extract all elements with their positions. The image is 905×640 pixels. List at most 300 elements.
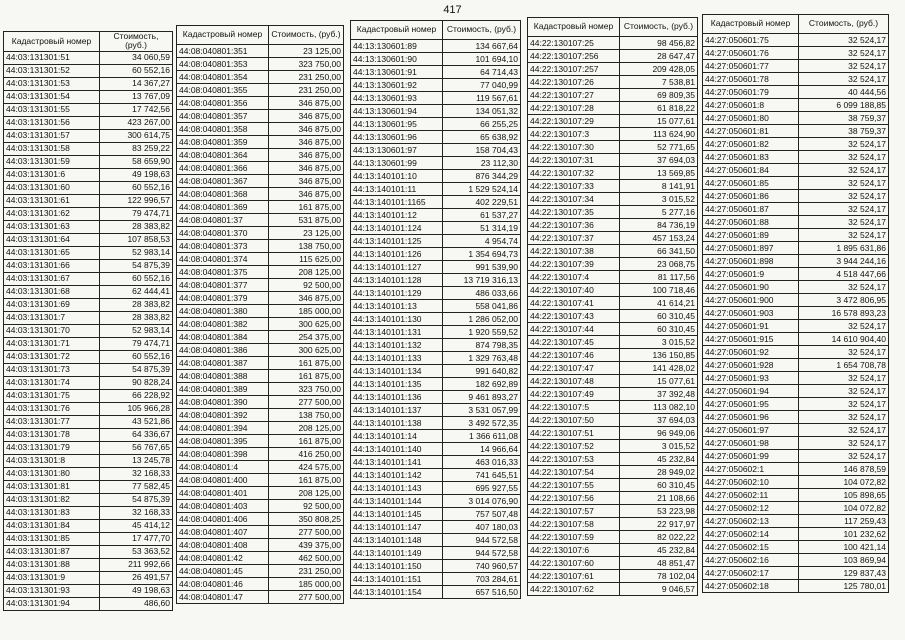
cadastral-number: 44:27:050601:900 [703,294,799,307]
table-row [351,235,521,248]
cost-value: 32 168,33 [100,467,173,480]
table-row [528,570,698,583]
cost-value: 107 858,53 [100,233,173,246]
cadastral-number: 44:13:140101:132 [351,339,443,352]
cadastral-number: 44:13:140101:11 [351,183,443,196]
table-row [528,76,698,89]
table-row [351,326,521,339]
table-row [351,365,521,378]
table-row [4,155,173,168]
cost-value: 1 895 631,86 [799,242,889,255]
cadastral-number: 44:27:050602:11 [703,489,799,502]
cadastral-number: 44:27:050601:93 [703,372,799,385]
cadastral-number: 44:03:131301:69 [4,298,100,311]
cost-value: 32 524,17 [799,203,889,216]
cost-value: 32 524,17 [799,385,889,398]
cost-value: 300 625,00 [269,318,344,331]
cadastral-number: 44:13:130601:95 [351,118,443,131]
table-row [351,92,521,105]
cadastral-number: 44:22:130107:60 [528,557,620,570]
cadastral-number: 44:27:050602:16 [703,554,799,567]
cost-value: 66 228,92 [100,389,173,402]
cadastral-number: 44:13:130601:93 [351,92,443,105]
cadastral-number: 44:27:050602:14 [703,528,799,541]
table-row [703,60,889,73]
table-row [4,389,173,402]
table-row [528,297,698,310]
cost-value: 23 125,00 [269,45,344,58]
cadastral-number: 44:13:140101:141 [351,456,443,469]
cost-value: 96 949,06 [620,427,698,440]
cost-value: 6 099 188,85 [799,99,889,112]
table-row [177,58,344,71]
cost-value: 231 250,00 [269,71,344,84]
cost-value: 104 072,82 [799,502,889,515]
cadastral-number: 44:08:040801:355 [177,84,269,97]
cadastral-number: 44:08:040801:403 [177,500,269,513]
cost-value: 32 524,17 [799,450,889,463]
cadastral-number: 44:03:131301:82 [4,493,100,506]
cost-value: 58 659,90 [100,155,173,168]
cost-value: 113 082,10 [620,401,698,414]
cadastral-number: 44:22:130107:52 [528,440,620,453]
table-row [528,531,698,544]
cost-value: 49 198,63 [100,168,173,181]
cadastral-number: 44:22:130107:5 [528,401,620,414]
cost-value: 3 014 076,90 [443,495,521,508]
cost-value: 208 125,00 [269,266,344,279]
cadastral-number: 44:22:130107:62 [528,583,620,596]
cost-value: 60 552,16 [100,64,173,77]
table-row [703,229,889,242]
table-row [4,493,173,506]
cost-value: 14 367,27 [100,77,173,90]
table-row [703,151,889,164]
cost-value: 100 718,46 [620,284,698,297]
table-row [351,183,521,196]
cost-value: 65 638,92 [443,131,521,144]
table-row [703,112,889,125]
cadastral-number: 44:27:050602:15 [703,541,799,554]
table-row [4,272,173,285]
cadastral-number: 44:08:040801:388 [177,370,269,383]
cadastral-number: 44:03:131301:74 [4,376,100,389]
table-row [177,71,344,84]
table-row [4,103,173,116]
cadastral-number: 44:22:130107:49 [528,388,620,401]
cost-value: 277 500,00 [269,591,344,604]
cost-value: 13 767,09 [100,90,173,103]
table-row [177,175,344,188]
table-row [351,456,521,469]
cadastral-number: 44:08:040801:368 [177,188,269,201]
table-row [703,346,889,359]
cost-value: 161 875,00 [269,370,344,383]
table-row [528,193,698,206]
table-row [528,492,698,505]
cadastral-number: 44:22:130107:47 [528,362,620,375]
cadastral-number: 44:03:131301:68 [4,285,100,298]
cost-value: 5 277,16 [620,206,698,219]
table-row [4,545,173,558]
cost-value: 125 780,01 [799,580,889,593]
cost-value: 3 531 057,99 [443,404,521,417]
table-row [4,194,173,207]
cadastral-number: 44:08:040801:389 [177,383,269,396]
table-row [177,435,344,448]
table-row [703,203,889,216]
cost-value: 51 314,19 [443,222,521,235]
table-row [351,118,521,131]
cost-value: 103 869,94 [799,554,889,567]
cost-value: 3 015,52 [620,440,698,453]
table-row [703,476,889,489]
cadastral-number: 44:03:131301:72 [4,350,100,363]
cadastral-number: 44:13:140101:147 [351,521,443,534]
table-row [177,305,344,318]
cadastral-number: 44:27:050601:96 [703,411,799,424]
table-row [528,401,698,414]
table-row [177,448,344,461]
cost-value: 32 524,17 [799,164,889,177]
cost-value: 54 875,39 [100,259,173,272]
cost-value: 423 267,00 [100,116,173,129]
cadastral-number: 44:13:140101:130 [351,313,443,326]
cost-value: 350 808,25 [269,513,344,526]
cadastral-number: 44:13:130601:92 [351,79,443,92]
cost-value: 32 524,17 [799,229,889,242]
cadastral-number: 44:22:130107:32 [528,167,620,180]
cost-value: 3 492 572,35 [443,417,521,430]
cost-value: 134 667,64 [443,40,521,53]
table-row [351,495,521,508]
cost-value: 77 040,99 [443,79,521,92]
cost-value: 8 141,91 [620,180,698,193]
cost-value: 457 153,24 [620,232,698,245]
table-row [703,541,889,554]
table-row [528,336,698,349]
table-row [528,50,698,63]
cadastral-number: 44:03:131301:52 [4,64,100,77]
cost-value: 78 102,04 [620,570,698,583]
cadastral-number: 44:03:131301:62 [4,207,100,220]
table-row [4,467,173,480]
table-row [177,409,344,422]
cadastral-number: 44:03:131301:64 [4,233,100,246]
table-row [528,245,698,258]
cadastral-number: 44:13:140101:140 [351,443,443,456]
cadastral-number: 44:08:040801:401 [177,487,269,500]
cost-value: 424 575,00 [269,461,344,474]
table-row [177,188,344,201]
cadastral-number: 44:22:130107:33 [528,180,620,193]
cadastral-table-2 [176,25,344,604]
table-row [703,320,889,333]
header-cadastral: Кадастровый номер [4,32,100,52]
cadastral-number: 44:03:131301:76 [4,402,100,415]
table-row [703,580,889,593]
header-cadastral: Кадастровый номер [703,15,799,34]
table-row [528,102,698,115]
table-row [4,454,173,467]
cost-value: 52 983,14 [100,246,173,259]
cost-value: 695 927,55 [443,482,521,495]
cost-value: 101 694,10 [443,53,521,66]
table-row [703,281,889,294]
table-row [703,294,889,307]
cost-value: 66 255,25 [443,118,521,131]
cadastral-number: 44:08:040801:379 [177,292,269,305]
cadastral-number: 44:13:140101:1165 [351,196,443,209]
cost-value: 1 354 694,73 [443,248,521,261]
cadastral-number: 44:22:130107:3 [528,128,620,141]
table-row [4,363,173,376]
cadastral-table-5 [702,14,889,593]
cost-value: 657 516,50 [443,586,521,599]
cost-value: 208 125,00 [269,487,344,500]
cost-value: 37 694,03 [620,154,698,167]
table-row [703,515,889,528]
table-row [703,125,889,138]
page-number: 417 [443,4,462,16]
cost-value: 185 000,00 [269,578,344,591]
cadastral-number: 44:27:050601:86 [703,190,799,203]
table-row [351,300,521,313]
table-row [703,34,889,47]
table-row [4,337,173,350]
cost-value: 92 500,00 [269,500,344,513]
cost-value: 346 875,00 [269,162,344,175]
table-row [703,424,889,437]
table-row [4,90,173,103]
cost-value: 105 966,28 [100,402,173,415]
table-row [703,463,889,476]
cadastral-number: 44:03:131301:65 [4,246,100,259]
table-row [351,248,521,261]
cadastral-number: 44:03:131301:6 [4,168,100,181]
cadastral-number: 44:27:050601:903 [703,307,799,320]
cadastral-table-1 [3,31,173,611]
table-row [4,285,173,298]
cadastral-number: 44:13:140101:145 [351,508,443,521]
table-row [4,311,173,324]
cost-value: 991 640,82 [443,365,521,378]
table-row [703,333,889,346]
cadastral-number: 44:08:040801:374 [177,253,269,266]
cost-value: 1 329 763,48 [443,352,521,365]
table-row [351,209,521,222]
cost-value: 22 917,97 [620,518,698,531]
cost-value: 105 898,65 [799,489,889,502]
cost-value: 38 759,37 [799,112,889,125]
table-row [528,219,698,232]
cadastral-number: 44:22:130107:6 [528,544,620,557]
cadastral-number: 44:22:130107:37 [528,232,620,245]
table-row [4,519,173,532]
table-row [528,388,698,401]
cadastral-number: 44:13:140101:124 [351,222,443,235]
cost-value: 119 567,61 [443,92,521,105]
table-row [4,571,173,584]
cost-value: 323 750,00 [269,58,344,71]
cadastral-number: 44:13:140101:133 [351,352,443,365]
cost-value: 13 719 316,13 [443,274,521,287]
cadastral-number: 44:03:131301:75 [4,389,100,402]
table-row [177,45,344,58]
cadastral-number: 44:22:130107:36 [528,219,620,232]
cadastral-number: 44:27:050601:87 [703,203,799,216]
cadastral-number: 44:03:131301:57 [4,129,100,142]
cost-value: 60 552,16 [100,181,173,194]
header-cost: Стоимость, (руб.) [620,18,698,37]
cost-value: 32 524,17 [799,411,889,424]
table-row [4,77,173,90]
table-row [528,284,698,297]
cadastral-number: 44:27:050601:99 [703,450,799,463]
table-row [177,84,344,97]
cadastral-number: 44:22:130107:29 [528,115,620,128]
cadastral-number: 44:03:131301:63 [4,220,100,233]
cost-value: 66 341,50 [620,245,698,258]
table-row [351,417,521,430]
table-row [4,441,173,454]
table-row [4,51,173,64]
cost-value: 61 818,22 [620,102,698,115]
table-row [528,167,698,180]
cadastral-number: 44:22:130107:43 [528,310,620,323]
table-row [177,227,344,240]
header-cost: Стоимость, (руб.) [799,15,889,34]
cadastral-number: 44:08:040801:408 [177,539,269,552]
cost-value: 32 524,17 [799,34,889,47]
cadastral-number: 44:13:140101:128 [351,274,443,287]
cost-value: 7 538,81 [620,76,698,89]
cost-value: 60 552,16 [100,350,173,363]
cost-value: 463 016,33 [443,456,521,469]
table-row [528,375,698,388]
table-row [528,427,698,440]
table-row [528,557,698,570]
table-row [4,207,173,220]
table-row [351,430,521,443]
table-row [4,558,173,571]
cadastral-number: 44:08:040801:364 [177,149,269,162]
cost-value: 211 992,66 [100,558,173,571]
cost-value: 100 421,14 [799,541,889,554]
cost-value: 60 310,45 [620,323,698,336]
cadastral-number: 44:03:131301:88 [4,558,100,571]
cadastral-number: 44:03:131301:51 [4,51,100,64]
cadastral-number: 44:13:130601:91 [351,66,443,79]
cadastral-number: 44:08:040801:354 [177,71,269,84]
cadastral-number: 44:22:130107:257 [528,63,620,76]
cost-value: 28 383,82 [100,220,173,233]
cadastral-number: 44:03:131301:83 [4,506,100,519]
cadastral-number: 44:08:040801:359 [177,136,269,149]
cost-value: 32 524,17 [799,177,889,190]
table-row [177,500,344,513]
cadastral-number: 44:08:040801:356 [177,97,269,110]
cadastral-number: 44:27:050602:13 [703,515,799,528]
table-row [351,287,521,300]
table-row [177,110,344,123]
cadastral-number: 44:08:040801:375 [177,266,269,279]
cadastral-number: 44:03:131301:59 [4,155,100,168]
cadastral-number: 44:22:130107:45 [528,336,620,349]
table-row [703,164,889,177]
cadastral-number: 44:08:040801:390 [177,396,269,409]
cadastral-number: 44:13:140101:125 [351,235,443,248]
cadastral-number: 44:27:050601:85 [703,177,799,190]
cost-value: 158 704,43 [443,144,521,157]
table-row [4,415,173,428]
table-row [4,220,173,233]
cost-value: 1 366 611,08 [443,430,521,443]
cadastral-number: 44:22:130107:38 [528,245,620,258]
cost-value: 4 518 447,66 [799,268,889,281]
cost-value: 28 647,47 [620,50,698,63]
table-row [4,506,173,519]
table-row [528,505,698,518]
cost-value: 138 750,00 [269,240,344,253]
table-row [528,154,698,167]
cadastral-number: 44:13:130601:90 [351,53,443,66]
cadastral-number: 44:22:130107:40 [528,284,620,297]
table-row [703,554,889,567]
cadastral-number: 44:27:050601:84 [703,164,799,177]
table-row [4,376,173,389]
table-row [703,190,889,203]
table-row [703,47,889,60]
cost-value: 3 015,52 [620,336,698,349]
header-cost: Стоимость, (руб.) [443,21,521,40]
cadastral-number: 44:03:131301:55 [4,103,100,116]
cost-value: 757 507,48 [443,508,521,521]
cadastral-number: 44:03:131301:73 [4,363,100,376]
table-row [351,339,521,352]
cadastral-number: 44:03:131301:85 [4,532,100,545]
table-row [4,532,173,545]
table-row [4,324,173,337]
cadastral-number: 44:08:040801:4 [177,461,269,474]
table-row [528,37,698,50]
cost-value: 703 284,61 [443,573,521,586]
cadastral-number: 44:08:040801:395 [177,435,269,448]
table-row [351,560,521,573]
cost-value: 83 259,22 [100,142,173,155]
table-row [177,201,344,214]
cadastral-number: 44:13:140101:136 [351,391,443,404]
cadastral-number: 44:13:140101:134 [351,365,443,378]
cadastral-number: 44:08:040801:406 [177,513,269,526]
table-row [177,253,344,266]
cost-value: 104 072,82 [799,476,889,489]
table-row [703,99,889,112]
cadastral-number: 44:27:050601:92 [703,346,799,359]
cadastral-number: 44:08:040801:358 [177,123,269,136]
cadastral-number: 44:03:131301:8 [4,454,100,467]
cost-value: 37 392,48 [620,388,698,401]
cost-value: 136 150,85 [620,349,698,362]
cadastral-number: 44:13:140101:138 [351,417,443,430]
cost-value: 346 875,00 [269,97,344,110]
table-row [528,440,698,453]
cadastral-number: 44:22:130107:55 [528,479,620,492]
table-row [4,246,173,259]
cadastral-number: 44:13:130601:99 [351,157,443,170]
table-row [177,370,344,383]
table-row [177,552,344,565]
